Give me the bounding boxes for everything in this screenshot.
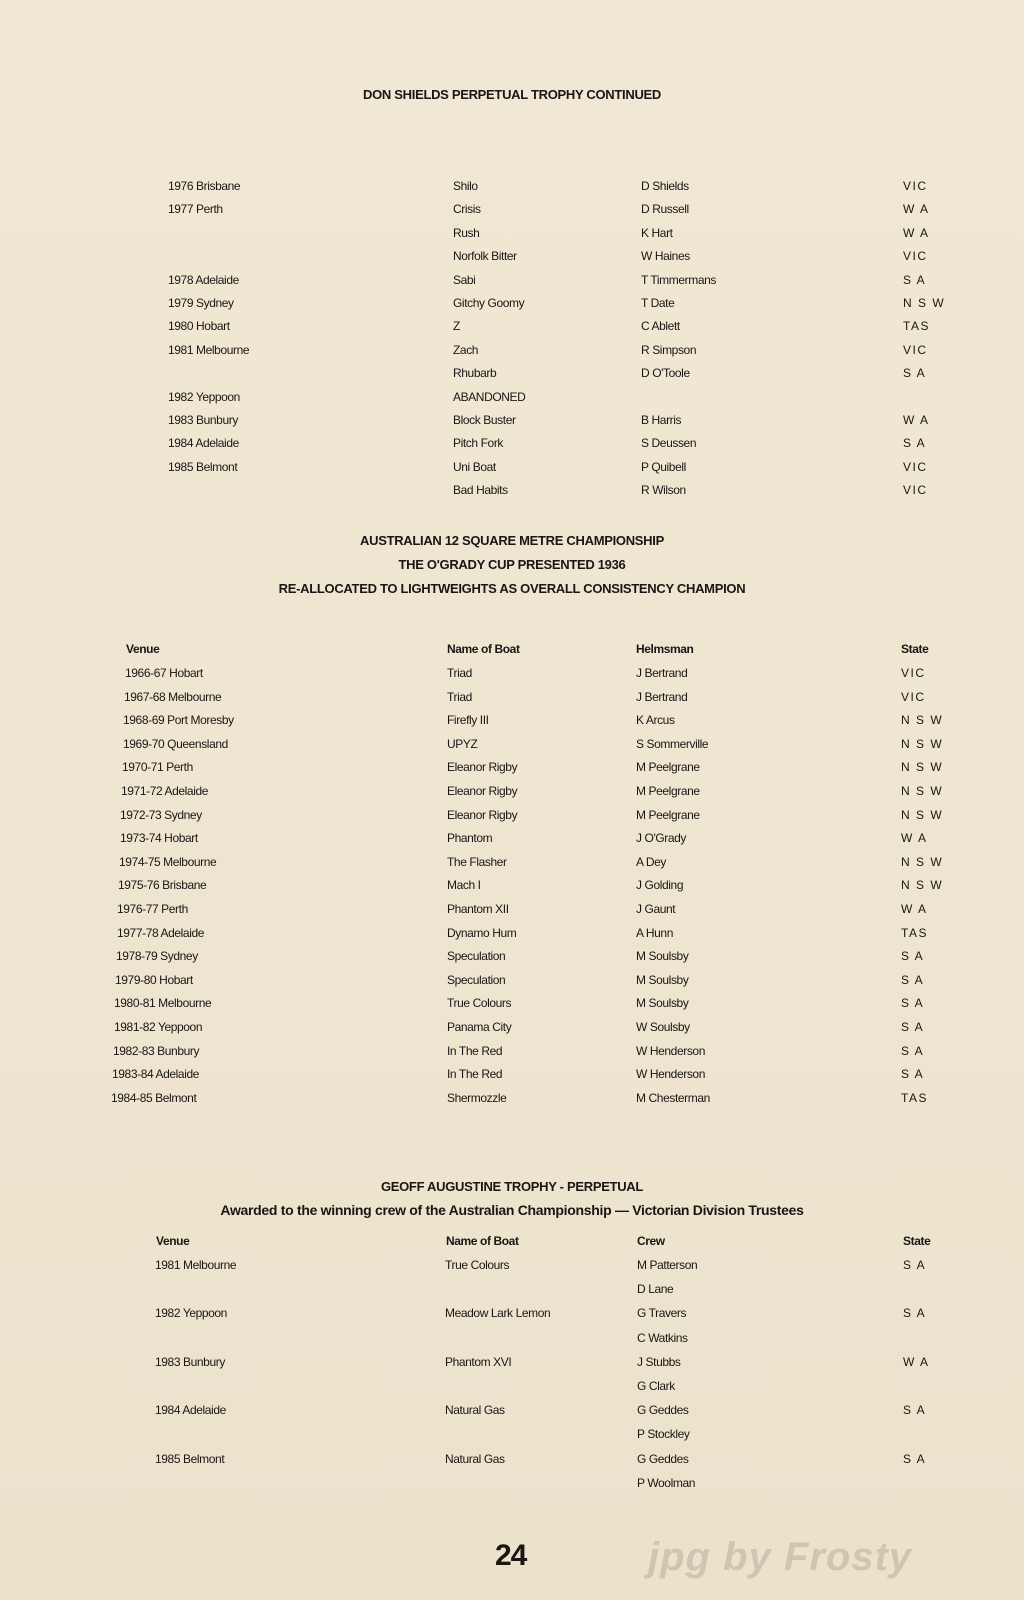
state-cell: N S W xyxy=(901,736,944,751)
boat-cell: UPYZ xyxy=(447,736,478,751)
state-cell: VIC xyxy=(903,483,928,498)
table-row xyxy=(0,1427,1024,1447)
helmsman-cell: J Gaunt xyxy=(636,902,676,916)
crew-cell: D Lane xyxy=(637,1282,674,1297)
helmsman-cell: S Sommerville xyxy=(636,736,709,751)
table-row xyxy=(0,831,1024,851)
table-row xyxy=(0,296,1024,316)
table-row xyxy=(0,1067,1024,1087)
ogrady-title-line-1: AUSTRALIAN 12 SQUARE METRE CHAMPIONSHIP xyxy=(360,533,664,548)
helmsman-cell: W Henderson xyxy=(636,1067,705,1082)
boat-cell: Eleanor Rigby xyxy=(447,807,518,822)
helmsman-cell: T Timmermans xyxy=(641,272,716,287)
boat-cell: Gitchy Goomy xyxy=(453,296,525,310)
boat-cell: Z xyxy=(453,319,460,334)
table-row xyxy=(0,666,1024,686)
venue-cell: 1966-67 Hobart xyxy=(125,666,203,680)
helmsman-header: Helmsman xyxy=(636,642,694,656)
table-row xyxy=(0,760,1024,780)
venue-cell: 1971-72 Adelaide xyxy=(121,784,209,798)
venue-header: Venue xyxy=(126,642,160,656)
boat-cell: Phantom XVI xyxy=(445,1354,512,1369)
boat-cell: Shilo xyxy=(453,179,478,193)
state-cell: S A xyxy=(901,1020,925,1034)
venue-cell: 1977-78 Adelaide xyxy=(117,925,205,940)
helmsman-cell: P Quibell xyxy=(641,459,686,474)
venue-cell: 1980 Hobart xyxy=(168,319,230,334)
don-shields-title: DON SHIELDS PERPETUAL TROPHY CONTINUED xyxy=(363,87,661,102)
crew-cell: P Woolman xyxy=(637,1475,695,1490)
state-cell: S A xyxy=(903,1451,927,1466)
helmsman-cell: M Peelgrane xyxy=(636,807,700,822)
helmsman-cell: C Ablett xyxy=(641,319,680,334)
boat-cell: True Colours xyxy=(447,996,512,1011)
helmsman-cell: W Soulsby xyxy=(636,1020,690,1034)
table-row xyxy=(0,436,1024,456)
state-cell: S A xyxy=(903,272,927,287)
table-row xyxy=(0,1379,1024,1399)
state-cell: W A xyxy=(903,1354,930,1369)
state-cell: N S W xyxy=(901,784,944,798)
table-row xyxy=(0,390,1024,410)
boat-cell: Speculation xyxy=(447,949,506,964)
boat-cell: Bad Habits xyxy=(453,483,508,498)
state-cell: W A xyxy=(903,225,930,240)
venue-cell: 1978 Adelaide xyxy=(168,272,239,287)
venue-cell: 1984 Adelaide xyxy=(168,436,239,451)
venue-cell: 1981-82 Yeppoon xyxy=(114,1020,203,1034)
venue-cell: 1974-75 Melbourne xyxy=(119,854,217,869)
state-header: State xyxy=(903,1234,931,1248)
table-row xyxy=(0,808,1024,828)
table-row xyxy=(0,483,1024,503)
table-row xyxy=(0,878,1024,898)
venue-cell: 1982 Yeppoon xyxy=(168,389,240,404)
ogrady-header-row xyxy=(0,642,1024,662)
boat-header: Name of Boat xyxy=(446,1234,519,1248)
boat-cell: Rhubarb xyxy=(453,366,497,381)
boat-cell: Uni Boat xyxy=(453,459,496,474)
crew-cell: M Patterson xyxy=(637,1258,698,1272)
table-row xyxy=(0,1403,1024,1423)
boat-cell: Phantom XII xyxy=(447,902,509,916)
state-cell: VIC xyxy=(903,459,928,474)
venue-cell: 1976-77 Perth xyxy=(117,902,188,916)
boat-cell: Dynamo Hum xyxy=(447,925,517,940)
venue-cell: 1968-69 Port Moresby xyxy=(123,713,234,728)
helmsman-cell: W Henderson xyxy=(636,1043,705,1058)
boat-cell: Pitch Fork xyxy=(453,436,504,451)
table-row xyxy=(0,1282,1024,1302)
augustine-subtitle: Awarded to the winning crew of the Australian Championship — Victorian Division Trustees xyxy=(220,1202,804,1218)
venue-cell: 1975-76 Brisbane xyxy=(118,878,207,893)
boat-cell: Meadow Lark Lemon xyxy=(445,1306,551,1321)
table-row xyxy=(0,1452,1024,1472)
table-row xyxy=(0,1091,1024,1111)
venue-cell: 1983-84 Adelaide xyxy=(112,1067,200,1082)
table-row xyxy=(0,1355,1024,1375)
table-row xyxy=(0,460,1024,480)
boat-cell: Crisis xyxy=(453,202,481,217)
boat-cell: Eleanor Rigby xyxy=(447,760,518,775)
boat-cell: In The Red xyxy=(447,1067,503,1082)
table-row xyxy=(0,1044,1024,1064)
boat-cell: Panama City xyxy=(447,1020,512,1034)
crew-cell: G Clark xyxy=(637,1379,675,1393)
table-row xyxy=(0,1306,1024,1326)
helmsman-cell: J Golding xyxy=(636,878,684,893)
helmsman-cell: D Russell xyxy=(641,202,689,217)
venue-cell: 1982-83 Bunbury xyxy=(113,1043,200,1058)
state-cell: W A xyxy=(903,202,930,217)
table-row xyxy=(0,249,1024,269)
augustine-title: GEOFF AUGUSTINE TROPHY - PERPETUAL xyxy=(380,1179,644,1194)
table-row xyxy=(0,784,1024,804)
boat-cell: True Colours xyxy=(445,1258,510,1272)
helmsman-cell: K Arcus xyxy=(636,713,675,728)
venue-cell: 1978-79 Sydney xyxy=(116,949,198,964)
boat-cell: Block Buster xyxy=(453,413,516,427)
venue-cell: 1984 Adelaide xyxy=(155,1403,226,1418)
state-cell: VIC xyxy=(903,249,928,264)
table-row xyxy=(0,366,1024,386)
venue-cell: 1976 Brisbane xyxy=(168,179,241,193)
table-row xyxy=(0,413,1024,433)
state-cell: S A xyxy=(901,949,925,964)
crew-cell: J Stubbs xyxy=(637,1354,681,1369)
crew-cell: G Geddes xyxy=(637,1403,689,1418)
crew-header: Crew xyxy=(637,1234,665,1248)
venue-cell: 1972-73 Sydney xyxy=(120,807,202,822)
helmsman-cell: D O'Toole xyxy=(641,366,690,381)
boat-cell: Phantom xyxy=(447,831,493,846)
state-cell: S A xyxy=(903,1403,927,1418)
helmsman-cell: M Chesterman xyxy=(636,1090,710,1105)
venue-cell: 1979-80 Hobart xyxy=(115,972,193,987)
boat-header: Name of Boat xyxy=(447,642,520,656)
state-cell: W A xyxy=(903,413,930,427)
boat-cell: ABANDONED xyxy=(453,389,526,404)
helmsman-cell: J Bertrand xyxy=(636,666,688,680)
state-cell: VIC xyxy=(903,179,928,193)
crew-cell: C Watkins xyxy=(637,1330,688,1345)
boat-cell: Zach xyxy=(453,342,479,357)
state-cell: TAS xyxy=(901,1090,928,1105)
state-cell: N S W xyxy=(901,807,944,822)
state-cell: N S W xyxy=(903,296,946,310)
table-row xyxy=(0,343,1024,363)
state-cell: VIC xyxy=(901,666,926,680)
helmsman-cell: J Bertrand xyxy=(636,689,688,704)
table-row xyxy=(0,690,1024,710)
venue-cell: 1973-74 Hobart xyxy=(120,831,198,846)
venue-cell: 1981 Melbourne xyxy=(168,342,250,357)
boat-cell: Speculation xyxy=(447,972,506,987)
helmsman-cell: W Haines xyxy=(641,249,690,264)
crew-cell: P Stockley xyxy=(637,1427,690,1442)
state-cell: S A xyxy=(903,366,927,381)
state-cell: TAS xyxy=(901,925,928,940)
helmsman-cell: M Peelgrane xyxy=(636,760,700,775)
crew-cell: G Travers xyxy=(637,1306,687,1321)
venue-cell: 1983 Bunbury xyxy=(168,413,238,427)
boat-cell: Mach I xyxy=(447,878,481,893)
boat-cell: Rush xyxy=(453,225,480,240)
table-row xyxy=(0,1476,1024,1496)
helmsman-cell: R Wilson xyxy=(641,483,686,498)
boat-cell: Sabi xyxy=(453,272,476,287)
table-row xyxy=(0,737,1024,757)
state-cell: N S W xyxy=(901,854,944,869)
state-cell: N S W xyxy=(901,713,944,728)
table-row xyxy=(0,1331,1024,1351)
table-row xyxy=(0,713,1024,733)
helmsman-cell: M Soulsby xyxy=(636,949,689,964)
boat-cell: Triad xyxy=(447,689,472,704)
boat-cell: Shermozzle xyxy=(447,1090,507,1105)
helmsman-cell: D Shields xyxy=(641,179,689,193)
state-cell: S A xyxy=(901,1067,925,1082)
boat-cell: Eleanor Rigby xyxy=(447,784,518,798)
ogrady-title-line-2: THE O'GRADY CUP PRESENTED 1936 xyxy=(398,557,626,572)
state-cell: W A xyxy=(901,902,928,916)
watermark: jpg by Frosty xyxy=(648,1535,913,1579)
helmsman-cell: M Soulsby xyxy=(636,972,689,987)
venue-cell: 1969-70 Queensland xyxy=(123,736,228,751)
venue-cell: 1984-85 Belmont xyxy=(111,1090,197,1105)
state-cell: S A xyxy=(903,436,927,451)
state-cell: W A xyxy=(901,831,928,846)
table-row xyxy=(0,996,1024,1016)
table-row xyxy=(0,1020,1024,1040)
helmsman-cell: M Peelgrane xyxy=(636,784,700,798)
venue-cell: 1985 Belmont xyxy=(155,1451,225,1466)
venue-cell: 1967-68 Melbourne xyxy=(124,689,222,704)
state-header: State xyxy=(901,642,929,656)
state-cell: S A xyxy=(903,1306,927,1321)
venue-cell: 1970-71 Perth xyxy=(122,760,193,775)
helmsman-cell: R Simpson xyxy=(641,342,697,357)
boat-cell: In The Red xyxy=(447,1043,503,1058)
table-row xyxy=(0,973,1024,993)
boat-cell: Natural Gas xyxy=(445,1403,505,1418)
state-cell: S A xyxy=(903,1258,927,1272)
table-row xyxy=(0,319,1024,339)
table-row xyxy=(0,902,1024,922)
augustine-header-row xyxy=(0,1234,1024,1254)
table-row xyxy=(0,273,1024,293)
helmsman-cell: K Hart xyxy=(641,225,673,240)
helmsman-cell: B Harris xyxy=(641,413,682,427)
boat-cell: Triad xyxy=(447,666,472,680)
helmsman-cell: S Deussen xyxy=(641,436,697,451)
state-cell: S A xyxy=(901,996,925,1011)
table-row xyxy=(0,926,1024,946)
state-cell: N S W xyxy=(901,878,944,893)
state-cell: VIC xyxy=(901,689,926,704)
helmsman-cell: A Dey xyxy=(636,854,667,869)
venue-cell: 1977 Perth xyxy=(168,202,223,217)
state-cell: N S W xyxy=(901,760,944,775)
table-row xyxy=(0,1258,1024,1278)
page-number: 24 xyxy=(495,1539,527,1572)
boat-cell: The Flasher xyxy=(447,854,507,869)
ogrady-title-line-3: RE-ALLOCATED TO LIGHTWEIGHTS AS OVERALL CONSISTENCY CHAMPION xyxy=(278,581,746,596)
venue-cell: 1979 Sydney xyxy=(168,296,234,310)
helmsman-cell: A Hunn xyxy=(636,925,673,940)
helmsman-cell: T Date xyxy=(641,296,675,310)
venue-cell: 1985 Belmont xyxy=(168,459,238,474)
venue-header: Venue xyxy=(156,1234,190,1248)
state-cell: S A xyxy=(901,1043,925,1058)
crew-cell: G Geddes xyxy=(637,1451,689,1466)
state-cell: VIC xyxy=(903,342,928,357)
venue-cell: 1982 Yeppoon xyxy=(155,1306,227,1321)
table-row xyxy=(0,202,1024,222)
helmsman-cell: J O'Grady xyxy=(636,831,687,846)
state-cell: S A xyxy=(901,972,925,987)
boat-cell: Norfolk Bitter xyxy=(453,249,517,264)
helmsman-cell: M Soulsby xyxy=(636,996,689,1011)
table-row xyxy=(0,179,1024,199)
table-row xyxy=(0,226,1024,246)
venue-cell: 1983 Bunbury xyxy=(155,1354,225,1369)
table-row xyxy=(0,855,1024,875)
venue-cell: 1980-81 Melbourne xyxy=(114,996,212,1011)
table-row xyxy=(0,949,1024,969)
state-cell: TAS xyxy=(903,319,930,334)
boat-cell: Natural Gas xyxy=(445,1451,505,1466)
boat-cell: Firefly III xyxy=(447,713,489,728)
venue-cell: 1981 Melbourne xyxy=(155,1258,237,1272)
